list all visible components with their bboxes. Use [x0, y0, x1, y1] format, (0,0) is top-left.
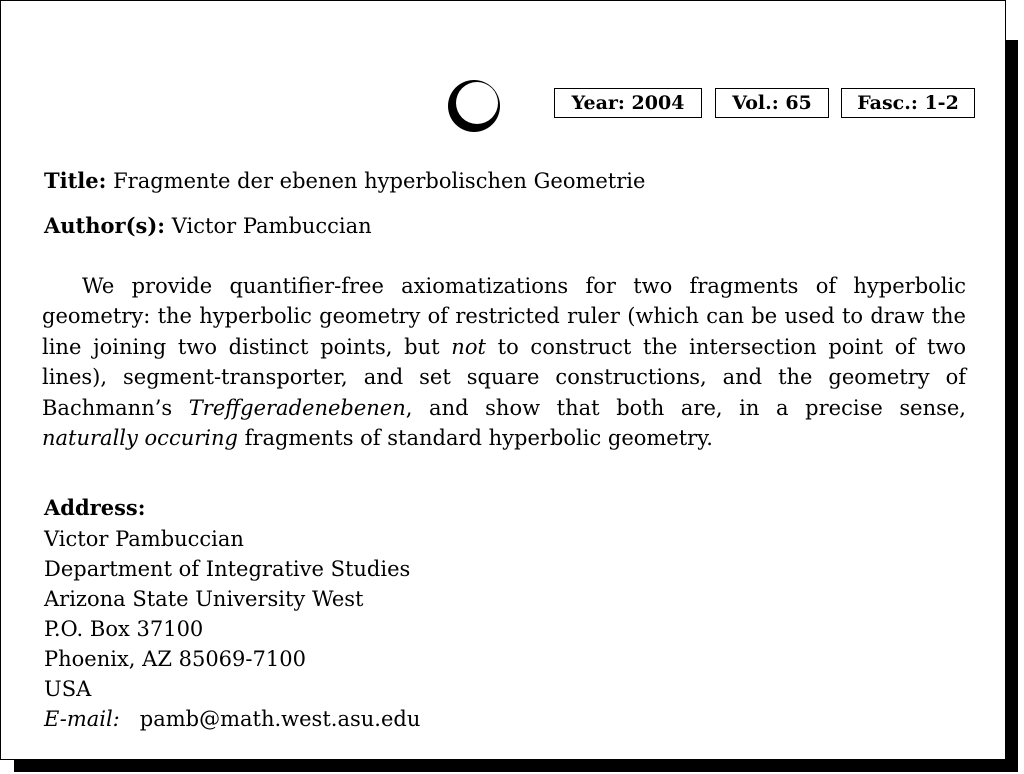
abstract-text: , and show that both are, in a precise sense,: [405, 395, 966, 420]
abstract-emphasis: naturally occuring: [42, 426, 238, 451]
abstract-text: fragments of standard hyperbolic geometry.: [237, 426, 713, 451]
abstract-text: to construct the intersection point of two lines), segment-transporter, and set square constructions, and the geometry of Bachmann’s: [42, 334, 967, 420]
author-label: Author(s):: [44, 213, 166, 238]
page-shadow-right: [1006, 40, 1018, 772]
address-line: Phoenix, AZ 85069-7100: [44, 647, 306, 671]
email-row: [44, 704, 420, 734]
address-line: USA: [44, 677, 92, 701]
address-line: Department of Integrative Studies: [44, 557, 411, 581]
article-title: Fragmente der ebenen hyperbolischen Geometrie: [113, 169, 646, 193]
address-line: Arizona State University West: [44, 587, 364, 611]
volume-badge: Vol.: 65: [715, 88, 829, 118]
email-label: E-mail:: [44, 707, 120, 731]
title-row: [44, 168, 645, 193]
abstract-emphasis: not: [451, 334, 486, 359]
page-shadow-bottom: [14, 760, 1018, 772]
author-name: Victor Pambuccian: [171, 214, 372, 238]
address-heading: Address:: [44, 495, 146, 520]
title-label: Title:: [44, 168, 107, 193]
abstract-paragraph: [42, 271, 966, 453]
author-row: [44, 213, 372, 238]
address-line: P.O. Box 37100: [44, 617, 204, 641]
abstract-text: We provide quantifier-free axiomatizations for two fragments of hyperbolic geometry: the hyperbolic geometry of restricted ruler (which can be used to draw the line joining two distinct points, but: [42, 274, 966, 359]
address-block: [44, 524, 420, 734]
fascicle-badge: Fasc.: 1-2: [841, 88, 975, 118]
abstract-emphasis: Treffgeradenebenen: [188, 395, 406, 420]
year-badge: Year: 2004: [554, 88, 702, 118]
email-address[interactable]: pamb@math.west.asu.edu: [139, 707, 421, 731]
address-line: Victor Pambuccian: [44, 527, 244, 551]
journal-logo-icon: [446, 78, 502, 134]
